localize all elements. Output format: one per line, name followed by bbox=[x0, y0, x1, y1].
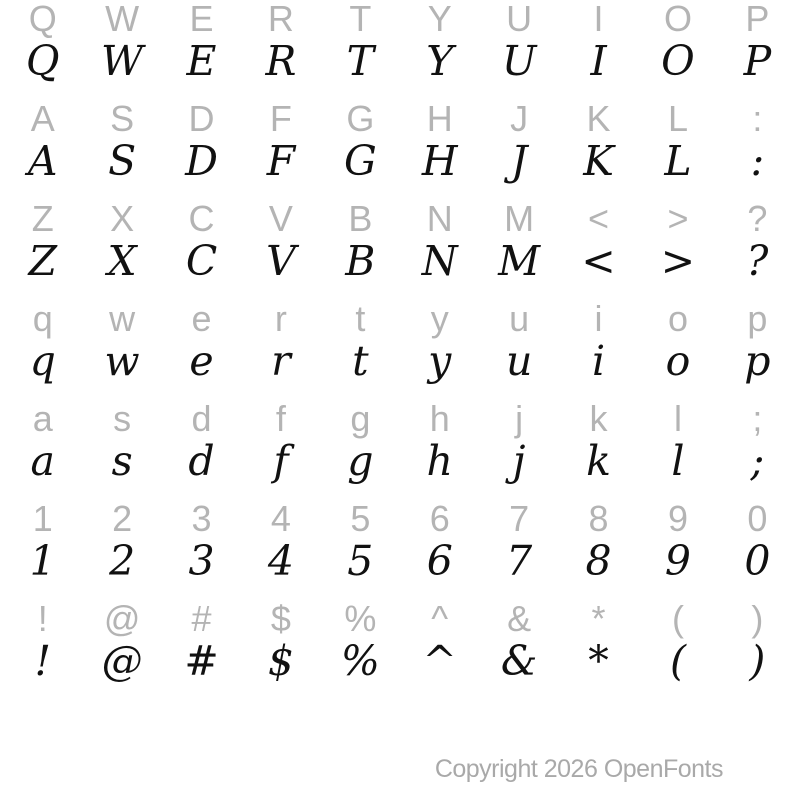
script-glyph: g bbox=[347, 437, 374, 485]
reference-row bbox=[3, 0, 797, 42]
script-glyph: ( bbox=[669, 637, 686, 685]
script-glyph: 4 bbox=[267, 537, 294, 585]
script-row bbox=[3, 237, 797, 300]
reference-glyph: @ bbox=[103, 598, 141, 639]
script-glyph: K bbox=[583, 137, 614, 185]
reference-glyph: ( bbox=[671, 598, 684, 639]
reference-glyph: ^ bbox=[431, 598, 449, 639]
script-glyph: % bbox=[340, 637, 380, 685]
reference-glyph: # bbox=[191, 598, 212, 639]
reference-glyph: : bbox=[752, 98, 763, 139]
script-glyph: 0 bbox=[744, 537, 771, 585]
script-glyph: d bbox=[188, 437, 215, 485]
reference-glyph: L bbox=[667, 98, 688, 139]
script-glyph: j bbox=[512, 437, 526, 485]
reference-glyph: C bbox=[188, 198, 215, 239]
script-glyph: B bbox=[345, 237, 376, 285]
reference-glyph: J bbox=[510, 98, 529, 139]
reference-glyph: V bbox=[268, 198, 293, 239]
script-glyph: Q bbox=[25, 37, 60, 85]
reference-glyph: q bbox=[32, 298, 53, 339]
reference-glyph: w bbox=[109, 298, 136, 339]
script-glyph: @ bbox=[101, 637, 143, 685]
reference-glyph: a bbox=[32, 398, 53, 439]
reference-glyph: ) bbox=[751, 598, 764, 639]
reference-glyph: ? bbox=[747, 198, 768, 239]
reference-glyph: g bbox=[350, 398, 371, 439]
reference-glyph: t bbox=[355, 298, 366, 339]
reference-glyph: 8 bbox=[588, 498, 609, 539]
script-glyph: N bbox=[421, 237, 458, 285]
reference-glyph: D bbox=[188, 98, 215, 139]
script-glyph: & bbox=[500, 637, 538, 685]
script-glyph: 9 bbox=[664, 537, 691, 585]
reference-glyph: p bbox=[747, 298, 768, 339]
reference-glyph: j bbox=[515, 398, 524, 439]
script-glyph: # bbox=[184, 637, 219, 685]
reference-glyph: K bbox=[586, 98, 611, 139]
script-glyph: ? bbox=[746, 237, 769, 285]
reference-row bbox=[3, 100, 797, 142]
glyph-pair bbox=[3, 300, 797, 400]
script-row bbox=[3, 437, 797, 500]
script-row bbox=[3, 337, 797, 400]
script-glyph: C bbox=[185, 237, 218, 285]
reference-glyph: O bbox=[663, 0, 692, 39]
reference-glyph: & bbox=[507, 598, 532, 639]
glyph-pair bbox=[3, 200, 797, 300]
reference-glyph: 7 bbox=[509, 498, 530, 539]
glyph-pair bbox=[3, 600, 797, 700]
reference-glyph: F bbox=[269, 98, 292, 139]
script-glyph: t bbox=[352, 337, 369, 385]
script-glyph: : bbox=[750, 137, 765, 185]
reference-glyph: T bbox=[349, 0, 372, 39]
script-glyph: R bbox=[265, 37, 297, 85]
script-glyph: I bbox=[590, 37, 607, 85]
reference-row bbox=[3, 400, 797, 442]
glyph-pair bbox=[3, 100, 797, 200]
reference-glyph: H bbox=[426, 98, 453, 139]
script-glyph: M bbox=[498, 237, 541, 285]
script-row bbox=[3, 37, 797, 100]
script-glyph: k bbox=[586, 437, 611, 485]
reference-glyph: d bbox=[191, 398, 212, 439]
copyright-text: Copyright 2026 OpenFonts bbox=[434, 755, 723, 783]
script-glyph: F bbox=[266, 137, 296, 185]
script-glyph: q bbox=[29, 337, 56, 385]
reference-row bbox=[3, 500, 797, 542]
reference-glyph: G bbox=[346, 98, 375, 139]
reference-glyph: A bbox=[30, 98, 55, 139]
script-glyph: r bbox=[271, 337, 291, 385]
script-glyph: J bbox=[510, 137, 528, 185]
reference-glyph: 0 bbox=[747, 498, 768, 539]
reference-glyph: s bbox=[113, 398, 132, 439]
script-glyph: T bbox=[346, 37, 374, 85]
script-glyph: ) bbox=[749, 637, 766, 685]
reference-glyph: U bbox=[506, 0, 533, 39]
reference-glyph: S bbox=[110, 98, 135, 139]
reference-glyph: l bbox=[673, 398, 682, 439]
script-glyph: ! bbox=[34, 637, 51, 685]
reference-glyph: 3 bbox=[191, 498, 212, 539]
reference-glyph: k bbox=[589, 398, 608, 439]
script-glyph: a bbox=[30, 437, 55, 485]
reference-row bbox=[3, 200, 797, 242]
reference-glyph: M bbox=[504, 198, 535, 239]
reference-glyph: $ bbox=[270, 598, 291, 639]
reference-glyph: e bbox=[191, 298, 212, 339]
reference-glyph: 1 bbox=[32, 498, 53, 539]
reference-glyph: 2 bbox=[112, 498, 133, 539]
script-glyph: y bbox=[428, 337, 452, 385]
script-glyph: V bbox=[266, 237, 296, 285]
reference-glyph: f bbox=[275, 398, 286, 439]
reference-glyph: r bbox=[274, 298, 287, 339]
script-glyph: o bbox=[665, 337, 691, 385]
script-glyph: X bbox=[107, 237, 137, 285]
script-glyph: s bbox=[111, 437, 133, 485]
script-glyph: A bbox=[27, 137, 58, 185]
reference-glyph: 4 bbox=[270, 498, 291, 539]
script-row bbox=[3, 137, 797, 200]
reference-row bbox=[3, 600, 797, 642]
reference-glyph: 6 bbox=[429, 498, 450, 539]
script-glyph: > bbox=[660, 237, 696, 285]
glyph-pair bbox=[3, 500, 797, 600]
script-glyph: ; bbox=[750, 437, 765, 485]
script-glyph: 8 bbox=[585, 537, 612, 585]
script-glyph: W bbox=[101, 37, 144, 85]
script-glyph: p bbox=[744, 337, 771, 385]
script-glyph: H bbox=[421, 137, 458, 185]
reference-glyph: P bbox=[745, 0, 770, 39]
script-glyph: E bbox=[186, 37, 217, 85]
script-glyph: 6 bbox=[426, 537, 453, 585]
script-glyph: G bbox=[343, 137, 377, 185]
glyph-grid bbox=[3, 0, 797, 700]
script-glyph: w bbox=[104, 337, 140, 385]
glyph-pair bbox=[3, 400, 797, 500]
reference-glyph: y bbox=[430, 298, 449, 339]
reference-glyph: I bbox=[593, 0, 604, 39]
glyph-pair bbox=[3, 0, 797, 100]
script-glyph: L bbox=[664, 137, 692, 185]
script-glyph: 2 bbox=[109, 537, 136, 585]
reference-glyph: 5 bbox=[350, 498, 371, 539]
reference-glyph: X bbox=[110, 198, 135, 239]
reference-glyph: i bbox=[594, 298, 603, 339]
reference-glyph: ! bbox=[37, 598, 48, 639]
script-glyph: 5 bbox=[347, 537, 374, 585]
reference-glyph: ; bbox=[752, 398, 763, 439]
script-glyph: l bbox=[671, 437, 685, 485]
reference-glyph: * bbox=[591, 598, 606, 639]
reference-glyph: 9 bbox=[667, 498, 688, 539]
reference-glyph: Z bbox=[31, 198, 54, 239]
script-glyph: U bbox=[501, 37, 537, 85]
script-row bbox=[3, 637, 797, 700]
script-glyph: D bbox=[185, 137, 218, 185]
script-glyph: e bbox=[189, 337, 214, 385]
script-glyph: i bbox=[591, 337, 606, 385]
script-glyph: $ bbox=[267, 637, 294, 685]
reference-row bbox=[3, 300, 797, 342]
script-glyph: * bbox=[588, 637, 609, 685]
script-glyph: u bbox=[505, 337, 533, 385]
script-glyph: 1 bbox=[29, 537, 56, 585]
script-glyph: ^ bbox=[422, 637, 457, 685]
script-glyph: O bbox=[661, 37, 695, 85]
reference-glyph: B bbox=[348, 198, 373, 239]
script-glyph: Y bbox=[426, 37, 454, 85]
reference-glyph: E bbox=[189, 0, 214, 39]
reference-glyph: > bbox=[667, 198, 689, 239]
script-glyph: < bbox=[581, 237, 616, 285]
script-glyph: Z bbox=[28, 237, 57, 285]
reference-glyph: N bbox=[426, 198, 453, 239]
reference-glyph: o bbox=[667, 298, 688, 339]
reference-glyph: u bbox=[509, 298, 530, 339]
script-glyph: f bbox=[273, 437, 289, 485]
script-glyph: h bbox=[426, 437, 453, 485]
script-row bbox=[3, 537, 797, 600]
reference-glyph: Q bbox=[28, 0, 57, 39]
reference-glyph: < bbox=[588, 198, 610, 239]
reference-glyph: % bbox=[344, 598, 377, 639]
script-glyph: 7 bbox=[506, 537, 533, 585]
reference-glyph: Y bbox=[427, 0, 452, 39]
reference-glyph: R bbox=[267, 0, 294, 39]
script-glyph: 3 bbox=[188, 537, 215, 585]
reference-glyph: W bbox=[105, 0, 140, 39]
script-glyph: P bbox=[743, 37, 772, 85]
script-glyph: S bbox=[108, 137, 137, 185]
reference-glyph: h bbox=[429, 398, 450, 439]
